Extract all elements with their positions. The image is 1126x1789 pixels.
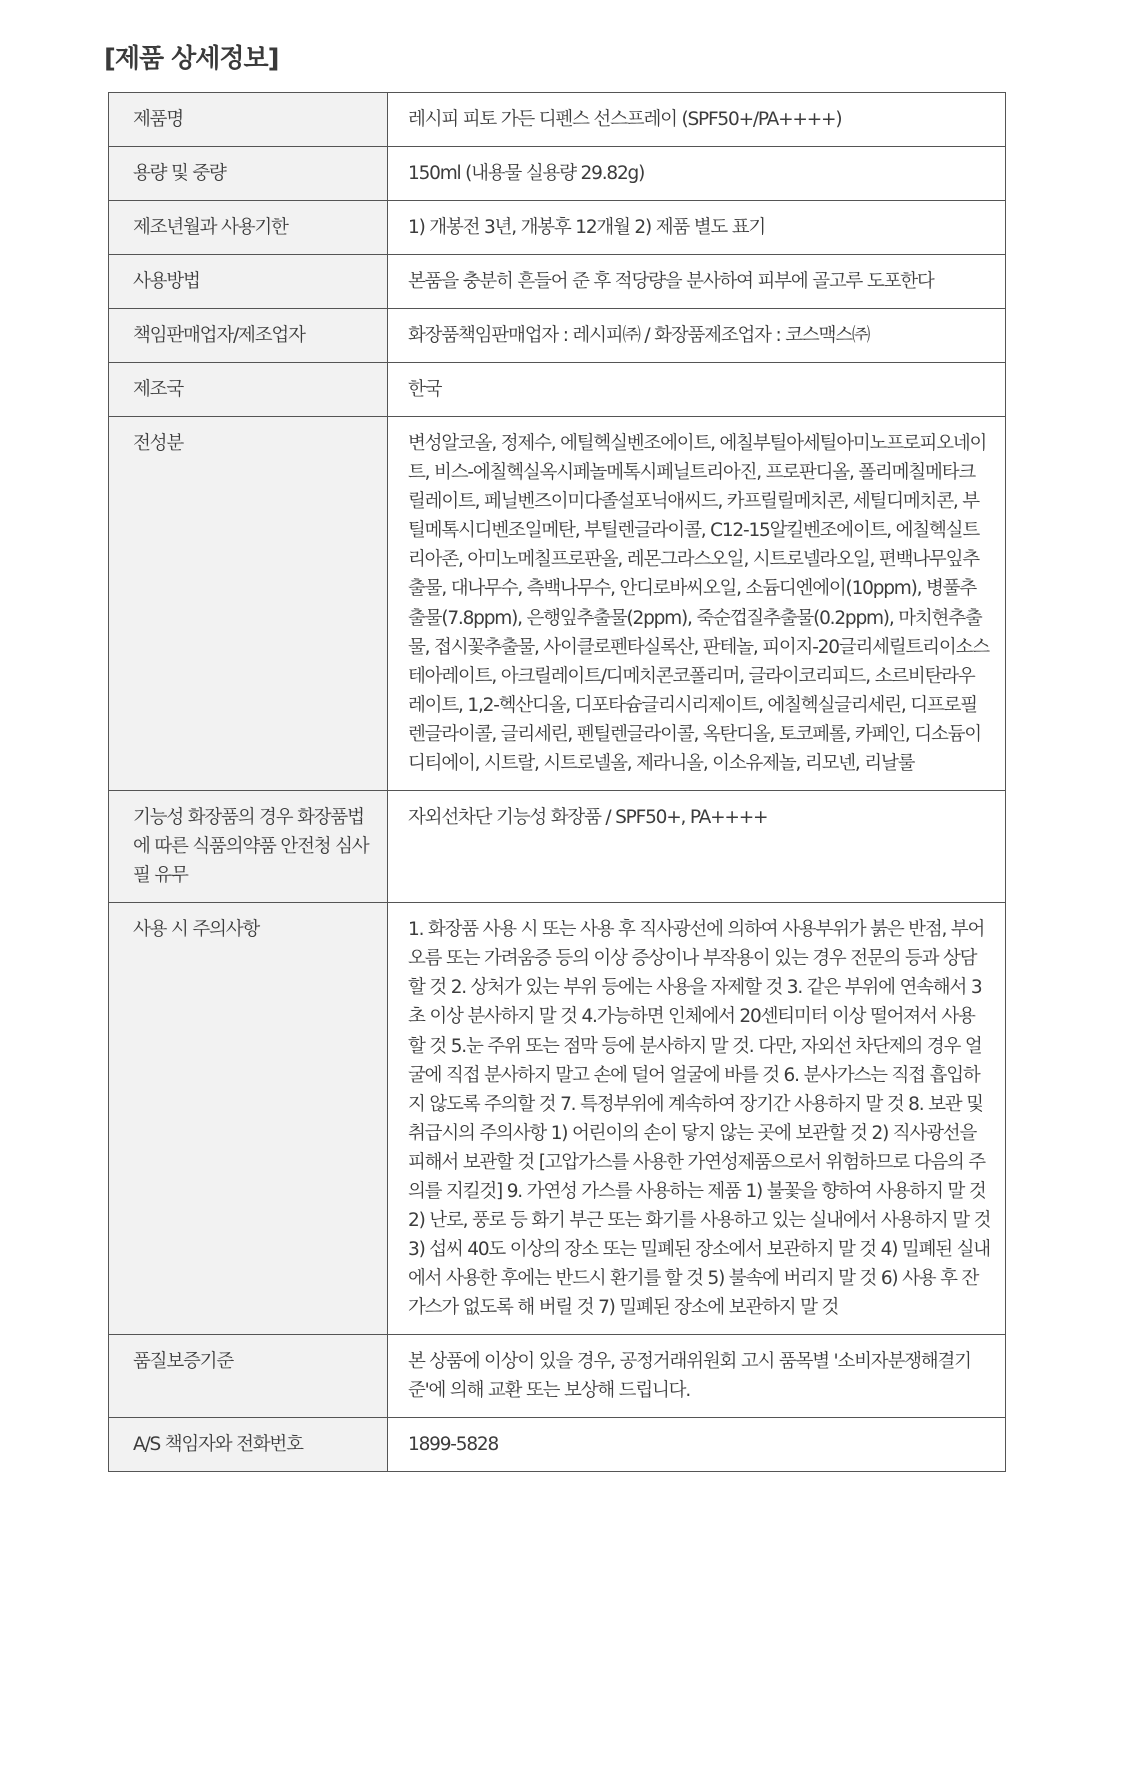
product-info-table — [108, 92, 1006, 1472]
row-value: 1. 화장품 사용 시 또는 사용 후 직사광선에 의하여 사용부위가 붉은 반점, 부어오름 또는 가려움증 등의 이상 증상이나 부작용이 있는 경우 전문의 등과 상담할 것 2. 상처가 있는 부위 등에는 사용을 자제할 것 3. 같은 부위에 연속해서 3초 이상 분사하지 말 것 4.가능하면 인체에서 20센티미터 이상 떨어져서 사용할 것 5.눈 주위 또는 점막 등에 분사하지 말 것. 다만, 자외선 차단제의 경우 얼굴에 직접 분사하지 말고 손에 덜어 얼굴에 바를 것 6. 분사가스는 직접 흡입하지 않도록 주의할 것 7. 특정부위에 계속하여 장기간 사용하지 말 것 8. 보관 및 취급시의 주의사항 1) 어린이의 손이 닿지 않는 곳에 보관할 것 2) 직사광선을 피해서 보관할 것 [고압가스를 사용한 가연성제품으로서 위험하므로 다음의 주의를 지킬것] 9. 가연성 가스를 사용하는 제품 1) 불꽃을 향하여 사용하지 말 것 2) 난로, 풍로 등 화기 부근 또는 화기를 사용하고 있는 실내에서 사용하지 말 것 3) 섭씨 40도 이상의 장소 또는 밀폐된 장소에서 보관하지 말 것 4) 밀폐된 실내에서 사용한 후에는 반드시 환기를 할 것 5) 불속에 버리지 말 것 6) 사용 후 잔 가스가 없도록 해 버릴 것 7) 밀폐된 장소에 보관하지 말 것 — [388, 903, 1006, 1335]
table-row-cautions — [109, 903, 1006, 1335]
row-value: 한국 — [388, 363, 1006, 417]
table-row-volume — [109, 147, 1006, 201]
table-row-ingredients — [109, 417, 1006, 791]
row-label: 제조년월과 사용기한 — [109, 201, 388, 255]
row-value: 1899-5828 — [388, 1418, 1006, 1472]
row-label: 품질보증기준 — [109, 1335, 388, 1418]
row-label: 용량 및 중량 — [109, 147, 388, 201]
row-label: 기능성 화장품의 경우 화장품법에 따른 식품의약품 안전청 심사 필 유무 — [109, 791, 388, 903]
row-value: 자외선차단 기능성 화장품 / SPF50+, PA++++ — [388, 791, 1006, 903]
row-value: 변성알코올, 정제수, 에틸헥실벤조에이트, 에칠부틸아세틸아미노프로피오네이트, 비스-에칠헥실옥시페놀메톡시페닐트리아진, 프로판디올, 폴리메칠메타크릴레이트, 페닐벤즈이미다졸설포닉애씨드, 카프릴릴메치콘, 세틸디메치콘, 부틸메톡시디벤조일메탄, 부틸렌글라이콜, C12-15알킬벤조에이트, 에칠헥실트리아존, 아미노메칠프로판올, 레몬그라스오일, 시트로넬라오일, 편백나무잎추출물, 대나무수, 측백나무수, 안디로바씨오일, 소듐디엔에이(10ppm), 병풀추출물(7.8ppm), 은행잎추출물(2ppm), 죽순껍질추출물(0.2ppm), 마치현추출물, 접시꽃추출물, 사이클로펜타실록산, 판테놀, 피이지-20글리세릴트리이소스테아레이트, 아크릴레이트/디메치콘코폴리머, 글라이코리피드, 소르비탄라우레이트, 1,2-헥산디올, 디포타슘글리시리제이트, 에칠헥실글리세린, 디프로필렌글라이콜, 글리세린, 펜틸렌글라이콜, 옥탄디올, 토코페롤, 카페인, 디소듐이디티에이, 시트랄, 시트로넬올, 제라니올, 이소유제놀, 리모넨, 리날룰 — [388, 417, 1006, 791]
table-row-quality — [109, 1335, 1006, 1418]
table-row-expiry — [109, 201, 1006, 255]
row-label: 전성분 — [109, 417, 388, 791]
table-row-country — [109, 363, 1006, 417]
row-value: 본품을 충분히 흔들어 준 후 적당량을 분사하여 피부에 골고루 도포한다 — [388, 255, 1006, 309]
row-value: 화장품책임판매업자 : 레시피㈜ / 화장품제조업자 : 코스맥스㈜ — [388, 309, 1006, 363]
table-row-functional — [109, 791, 1006, 903]
row-label: 사용 시 주의사항 — [109, 903, 388, 1335]
table-row-product-name — [109, 93, 1006, 147]
table-row-manufacturer — [109, 309, 1006, 363]
row-value: 150ml (내용물 실용량 29.82g) — [388, 147, 1006, 201]
table-row-as-contact — [109, 1418, 1006, 1472]
row-label: 사용방법 — [109, 255, 388, 309]
row-label: 책임판매업자/제조업자 — [109, 309, 388, 363]
row-value: 1) 개봉전 3년, 개봉후 12개월 2) 제품 별도 표기 — [388, 201, 1006, 255]
row-value: 본 상품에 이상이 있을 경우, 공정거래위원회 고시 품목별 '소비자분쟁해결기준'에 의해 교환 또는 보상해 드립니다. — [388, 1335, 1006, 1418]
row-label: A/S 책임자와 전화번호 — [109, 1418, 388, 1472]
row-label: 제품명 — [109, 93, 388, 147]
table-row-usage — [109, 255, 1006, 309]
row-value: 레시피 피토 가든 디펜스 선스프레이 (SPF50+/PA++++) — [388, 93, 1006, 147]
page-title: [제품 상세정보] — [104, 44, 279, 74]
row-label: 제조국 — [109, 363, 388, 417]
